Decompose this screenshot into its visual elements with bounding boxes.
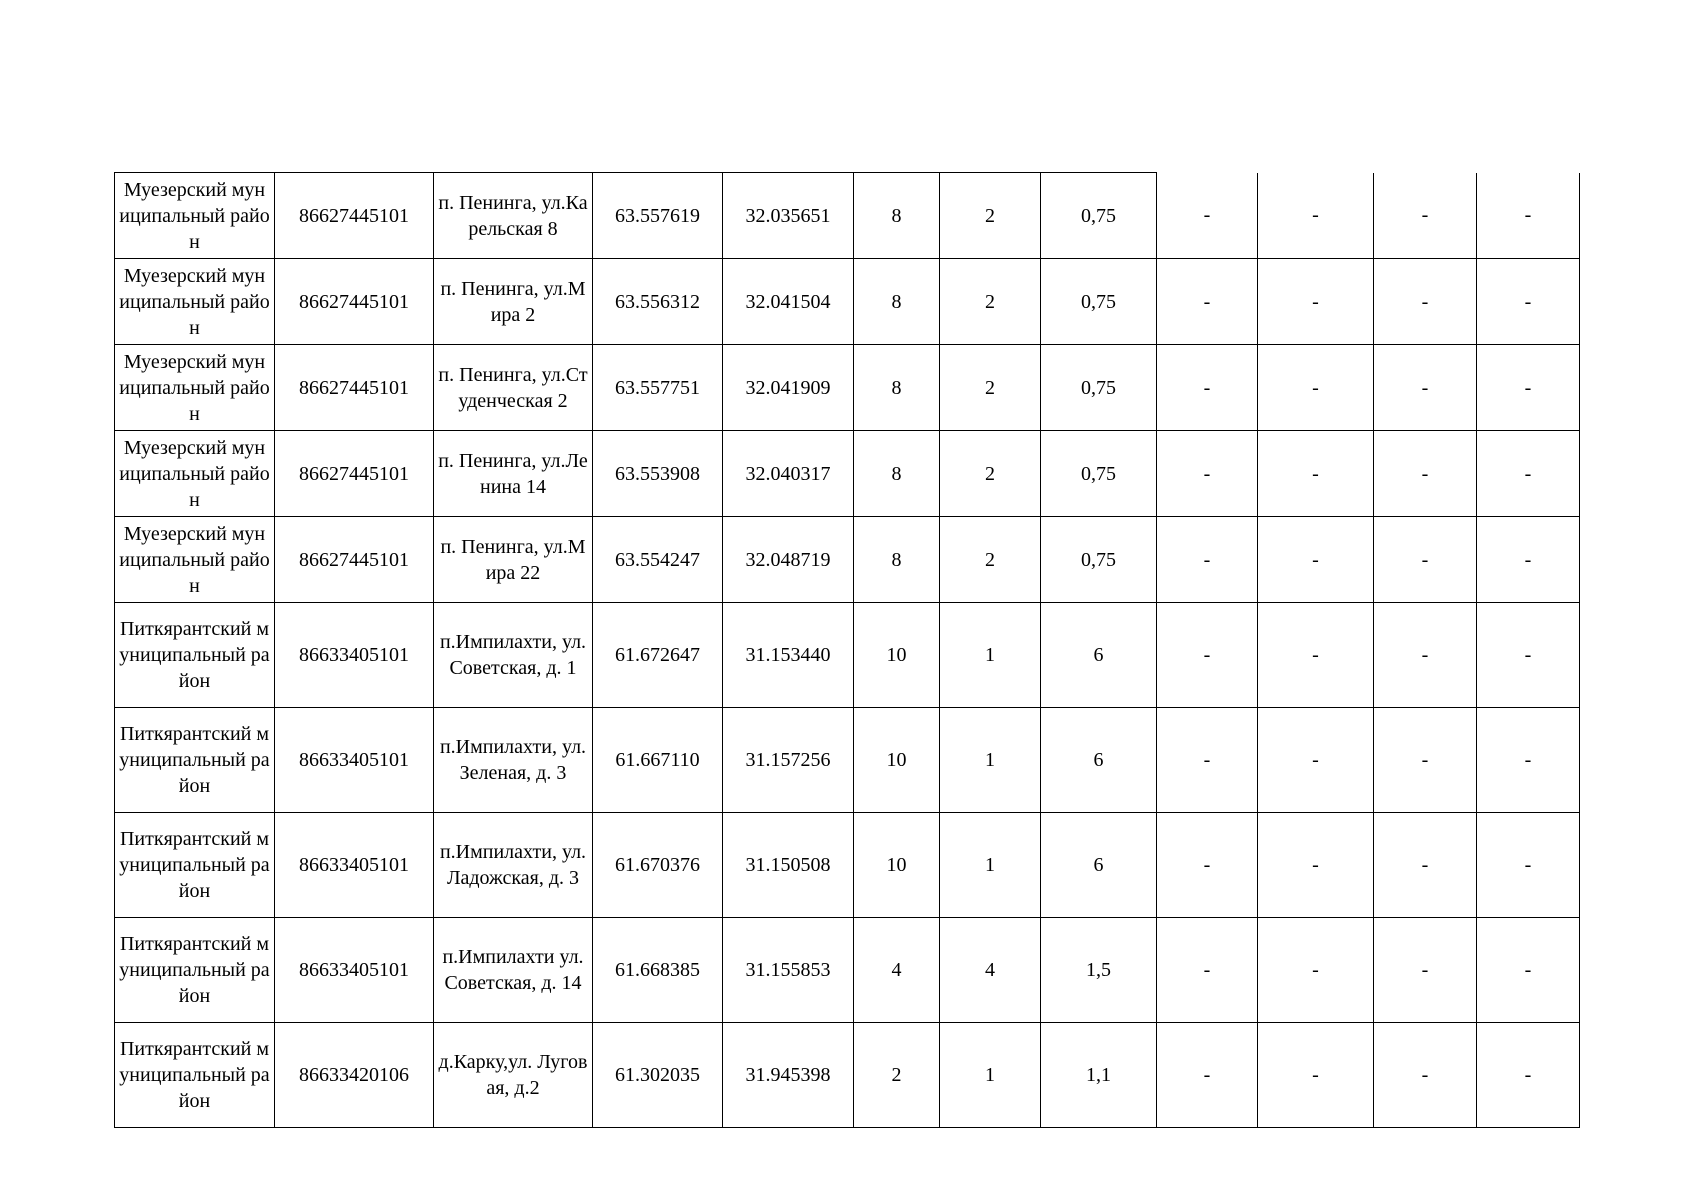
table-row — [115, 1023, 1580, 1128]
cell-district: Питкярантский муниципальный район — [115, 603, 275, 708]
cell-col10: - — [1258, 708, 1374, 813]
cell-col7: 2 — [940, 259, 1041, 345]
cell-latitude: 61.670376 — [593, 813, 723, 918]
cell-col7: 1 — [940, 708, 1041, 813]
cell-col9: - — [1157, 813, 1258, 918]
cell-col7: 1 — [940, 813, 1041, 918]
cell-col12: - — [1477, 708, 1580, 813]
cell-col12: - — [1477, 918, 1580, 1023]
cell-col7: 2 — [940, 345, 1041, 431]
cell-address: п. Пенинга, ул.Мира 22 — [434, 517, 593, 603]
cell-col9: - — [1157, 708, 1258, 813]
cell-district: Муезерский муниципальный район — [115, 517, 275, 603]
cell-col10: - — [1258, 918, 1374, 1023]
cell-col12: - — [1477, 1023, 1580, 1128]
cell-col12: - — [1477, 813, 1580, 918]
cell-latitude: 63.557751 — [593, 345, 723, 431]
cell-longitude: 31.150508 — [723, 813, 854, 918]
table-row — [115, 918, 1580, 1023]
cell-longitude: 32.035651 — [723, 173, 854, 259]
cell-col6: 10 — [854, 603, 940, 708]
cell-col11: - — [1374, 173, 1477, 259]
cell-col10: - — [1258, 259, 1374, 345]
cell-address: п.Импилахти, ул. Ладожская, д. 3 — [434, 813, 593, 918]
cell-oktmo: 86633405101 — [275, 708, 434, 813]
table-row — [115, 259, 1580, 345]
cell-col11: - — [1374, 517, 1477, 603]
cell-district: Питкярантский муниципальный район — [115, 813, 275, 918]
cell-col10: - — [1258, 517, 1374, 603]
cell-address: п.Импилахти, ул. Зеленая, д. 3 — [434, 708, 593, 813]
cell-col9: - — [1157, 603, 1258, 708]
cell-district: Муезерский муниципальный район — [115, 431, 275, 517]
cell-col11: - — [1374, 603, 1477, 708]
cell-district: Питкярантский муниципальный район — [115, 918, 275, 1023]
cell-col9: - — [1157, 345, 1258, 431]
cell-col6: 8 — [854, 173, 940, 259]
cell-col9: - — [1157, 517, 1258, 603]
cell-col8: 0,75 — [1041, 173, 1157, 259]
cell-col10: - — [1258, 345, 1374, 431]
cell-address: п. Пенинга, ул.Мира 2 — [434, 259, 593, 345]
cell-longitude: 32.041909 — [723, 345, 854, 431]
table-row — [115, 173, 1580, 259]
cell-latitude: 63.553908 — [593, 431, 723, 517]
cell-col6: 10 — [854, 708, 940, 813]
cell-col6: 8 — [854, 259, 940, 345]
table-row — [115, 517, 1580, 603]
cell-col6: 4 — [854, 918, 940, 1023]
cell-col12: - — [1477, 517, 1580, 603]
cell-latitude: 61.302035 — [593, 1023, 723, 1128]
cell-oktmo: 86627445101 — [275, 173, 434, 259]
cell-longitude: 31.945398 — [723, 1023, 854, 1128]
cell-oktmo: 86627445101 — [275, 345, 434, 431]
cell-oktmo: 86633405101 — [275, 603, 434, 708]
cell-col12: - — [1477, 259, 1580, 345]
cell-col12: - — [1477, 345, 1580, 431]
cell-oktmo: 86627445101 — [275, 259, 434, 345]
cell-col8: 0,75 — [1041, 517, 1157, 603]
cell-address: п. Пенинга, ул.Ленина 14 — [434, 431, 593, 517]
cell-col11: - — [1374, 813, 1477, 918]
cell-col11: - — [1374, 708, 1477, 813]
cell-address: п. Пенинга, ул.Карельская 8 — [434, 173, 593, 259]
cell-col9: - — [1157, 1023, 1258, 1128]
cell-longitude: 32.041504 — [723, 259, 854, 345]
cell-col9: - — [1157, 259, 1258, 345]
cell-col6: 8 — [854, 517, 940, 603]
cell-col11: - — [1374, 1023, 1477, 1128]
cell-col9: - — [1157, 173, 1258, 259]
cell-longitude: 32.040317 — [723, 431, 854, 517]
cell-oktmo: 86633405101 — [275, 918, 434, 1023]
cell-col7: 1 — [940, 603, 1041, 708]
cell-col8: 0,75 — [1041, 345, 1157, 431]
cell-longitude: 31.157256 — [723, 708, 854, 813]
cell-latitude: 61.668385 — [593, 918, 723, 1023]
cell-col8: 1,1 — [1041, 1023, 1157, 1128]
table-row — [115, 345, 1580, 431]
cell-col11: - — [1374, 345, 1477, 431]
cell-latitude: 61.672647 — [593, 603, 723, 708]
cell-col7: 2 — [940, 517, 1041, 603]
cell-col9: - — [1157, 918, 1258, 1023]
cell-oktmo: 86633420106 — [275, 1023, 434, 1128]
cell-latitude: 61.667110 — [593, 708, 723, 813]
cell-col6: 2 — [854, 1023, 940, 1128]
cell-col8: 1,5 — [1041, 918, 1157, 1023]
cell-col12: - — [1477, 431, 1580, 517]
table-row — [115, 813, 1580, 918]
cell-col7: 1 — [940, 1023, 1041, 1128]
cell-district: Муезерский муниципальный район — [115, 259, 275, 345]
table-row — [115, 708, 1580, 813]
cell-district: Питкярантский муниципальный район — [115, 708, 275, 813]
cell-col11: - — [1374, 431, 1477, 517]
cell-longitude: 32.048719 — [723, 517, 854, 603]
table-row — [115, 431, 1580, 517]
cell-col8: 6 — [1041, 813, 1157, 918]
cell-col7: 2 — [940, 173, 1041, 259]
cell-col9: - — [1157, 431, 1258, 517]
cell-oktmo: 86627445101 — [275, 517, 434, 603]
cell-col12: - — [1477, 603, 1580, 708]
cell-col7: 2 — [940, 431, 1041, 517]
cell-col11: - — [1374, 259, 1477, 345]
cell-longitude: 31.155853 — [723, 918, 854, 1023]
cell-latitude: 63.554247 — [593, 517, 723, 603]
cell-latitude: 63.557619 — [593, 173, 723, 259]
cell-col8: 0,75 — [1041, 259, 1157, 345]
cell-col7: 4 — [940, 918, 1041, 1023]
cell-col6: 8 — [854, 431, 940, 517]
cell-col10: - — [1258, 173, 1374, 259]
cell-district: Муезерский муниципальный район — [115, 345, 275, 431]
cell-col8: 0,75 — [1041, 431, 1157, 517]
cell-oktmo: 86627445101 — [275, 431, 434, 517]
cell-col12: - — [1477, 173, 1580, 259]
cell-address: п.Импилахти, ул. Советская, д. 1 — [434, 603, 593, 708]
cell-col10: - — [1258, 431, 1374, 517]
cell-oktmo: 86633405101 — [275, 813, 434, 918]
cell-address: д.Карку,ул. Луговая, д.2 — [434, 1023, 593, 1128]
cell-district: Питкярантский муниципальный район — [115, 1023, 275, 1128]
cell-col8: 6 — [1041, 603, 1157, 708]
data-table — [114, 172, 1580, 1128]
cell-col6: 8 — [854, 345, 940, 431]
cell-col6: 10 — [854, 813, 940, 918]
cell-latitude: 63.556312 — [593, 259, 723, 345]
cell-address: п.Импилахти ул. Советская, д. 14 — [434, 918, 593, 1023]
cell-col11: - — [1374, 918, 1477, 1023]
table-row — [115, 603, 1580, 708]
cell-col10: - — [1258, 603, 1374, 708]
cell-district: Муезерский муниципальный район — [115, 173, 275, 259]
cell-col8: 6 — [1041, 708, 1157, 813]
cell-address: п. Пенинга, ул.Студенческая 2 — [434, 345, 593, 431]
cell-col10: - — [1258, 1023, 1374, 1128]
cell-col10: - — [1258, 813, 1374, 918]
cell-longitude: 31.153440 — [723, 603, 854, 708]
